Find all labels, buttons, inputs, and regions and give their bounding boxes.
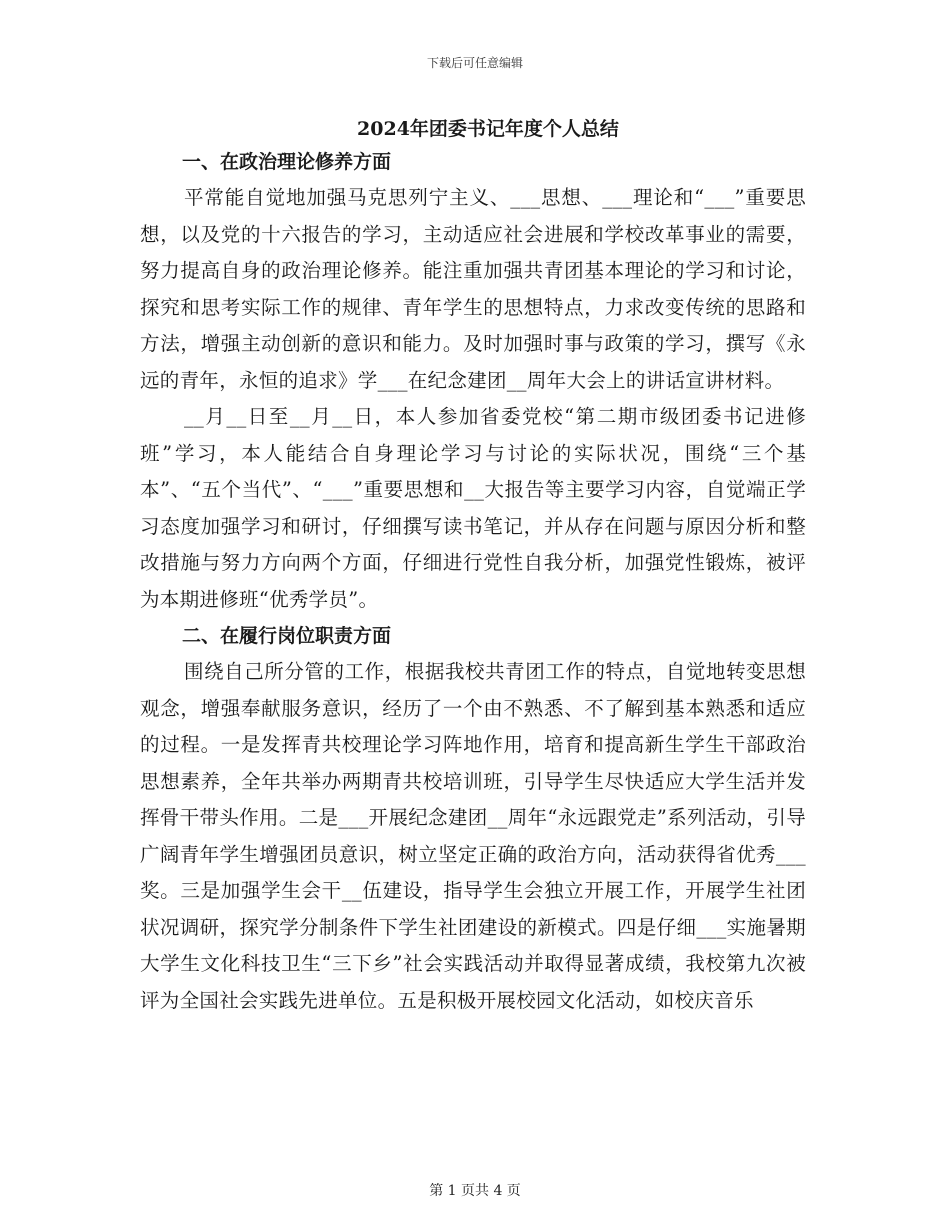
document-body [140,114,806,1054]
paragraph: 围绕自己所分管的工作，根据我校共青团工作的特点，自觉地转变思想观念，增强奉献服务意识，经历了一个由不熟悉、不了解到基本熟悉和适应的过程。一是发挥青共校理论学习阵地作用，培育和提高新生学生干部政治思想素养，全年共举办两期青共校培训班，引导学生尽快适应大学生活并发挥骨干带头作用。二是___开展纪念建团__周年“永远跟党走”系列活动，引导广阔青年学生增强团员意识，树立坚定正确的政治方向，活动获得省优秀___奖。三是加强学生会干__伍建设，指导学生会独立开展工作，开展学生社团状况调研，探究学分制条件下学生社团建设的新模式。四是仔细___实施暑期大学生文化科技卫生“三下乡”社会实践活动并取得显著成绩，我校第九次被评为全国社会实践先进单位。五是积极开展校园文化活动，如校庆音乐 [140,660,806,1012]
page-number: 第 1 页共 4 页 [429,1183,521,1199]
section-heading-2: 二、在履行岗位职责方面 [182,625,392,647]
document-title: 2024年团委书记年度个人总结 [357,118,619,140]
section-heading-1: 一、在政治理论修养方面 [182,151,392,173]
paragraph: 平常能自觉地加强马克思列宁主义、___思想、___理论和“___”重要思想，以及党的十六报告的学习，主动适应社会进展和学校改革事业的需要，努力提高自身的政治理论修养。能注重加强共青团基本理论的学习和讨论，探究和思考实际工作的规律、青年学生的思想特点，力求改变传统的思路和方法，增强主动创新的意识和能力。及时加强时事与政策的学习，撰写《永远的青年，永恒的追求》学___在纪念建团__周年大会上的讲话宣讲材料。 [140,186,806,392]
paragraph: __月__日至__月__日，本人参加省委党校“第二期市级团委书记进修班”学习，本人能结合自身理论学习与讨论的实际状况，围绕“三个基本”、“五个当代”、“___”重要思想和__大报告等主要学习内容，自觉端正学习态度加强学习和研讨，仔细撰写读书笔记，并从存在问题与原因分析和整改措施与努力方向两个方面，仔细进行党性自我分析，加强党性锻炼，被评为本期进修班“优秀学员”。 [140,405,806,611]
page-header-note: 下载后可任意编辑 [426,56,523,70]
